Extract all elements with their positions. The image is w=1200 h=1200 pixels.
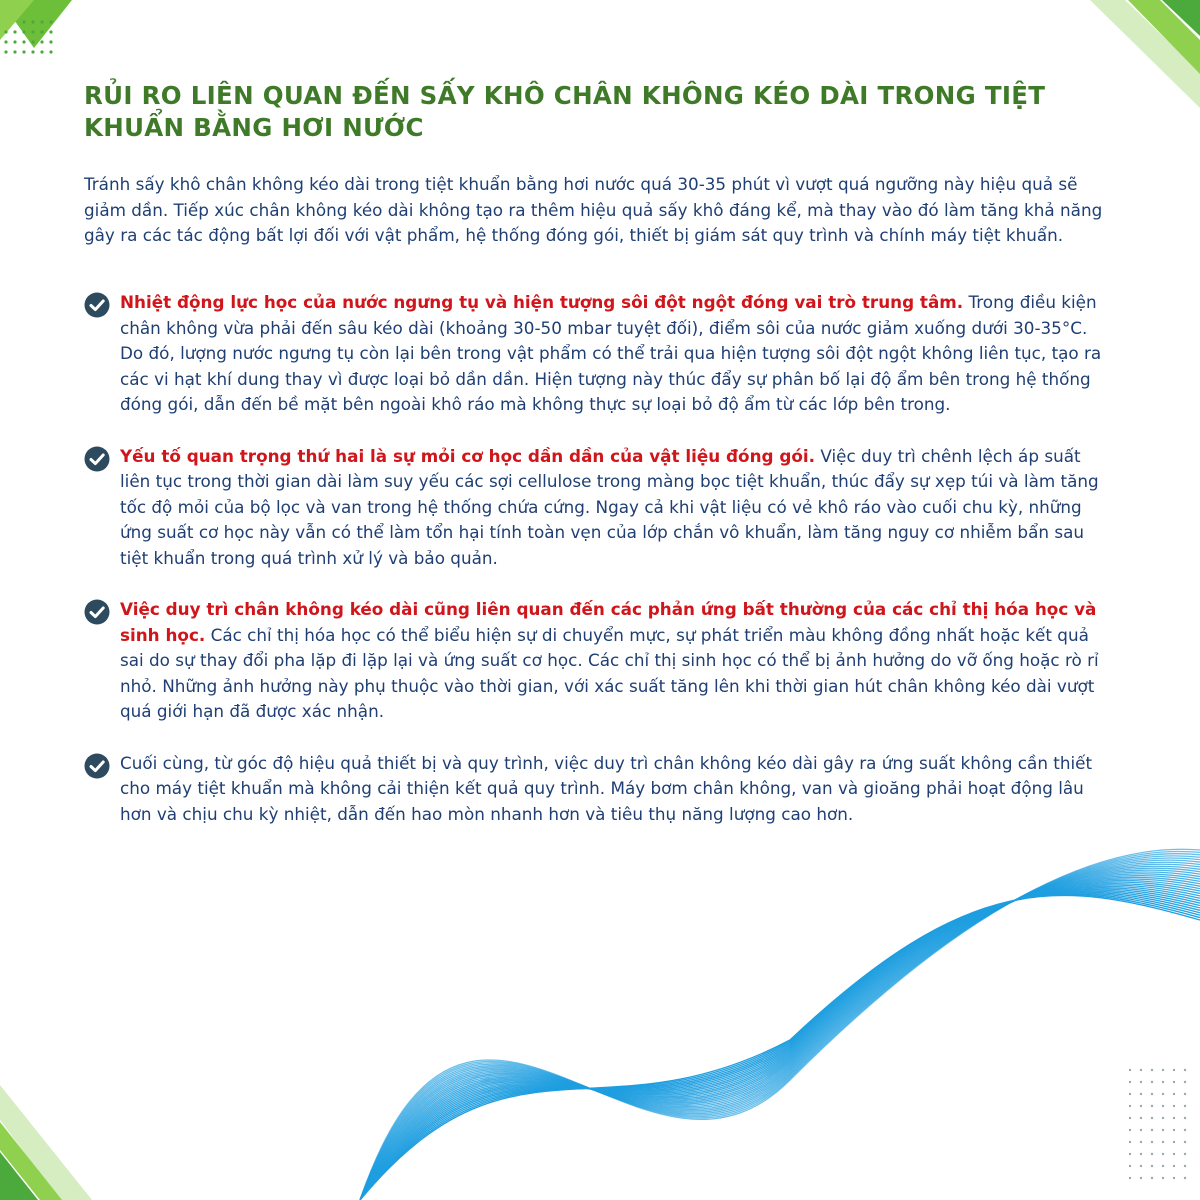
check-circle-icon — [84, 292, 110, 318]
decor-dot — [1140, 1153, 1142, 1155]
decor-dot — [1173, 1105, 1175, 1107]
decor-dot — [4, 30, 7, 33]
decor-dot — [22, 50, 25, 53]
decor-dot — [1140, 1081, 1142, 1083]
decor-dot — [1129, 1081, 1131, 1083]
decor-dot — [1129, 1165, 1131, 1167]
decor-dot — [22, 40, 25, 43]
decor-dot — [1129, 1093, 1131, 1095]
decor-dot — [31, 50, 34, 53]
wave-line — [360, 882, 1200, 1200]
decor-dot — [40, 50, 43, 53]
decor-dot — [1173, 1117, 1175, 1119]
decor-dot — [1162, 1177, 1164, 1179]
risk-item-text — [120, 751, 1110, 828]
decor-dot — [13, 30, 16, 33]
decor-dot — [1162, 1153, 1164, 1155]
risk-item-lead: Việc duy trì chân không kéo dài cũng liên quan đến các phản ứng bất thường của các chỉ thị hóa học và sinh học. — [120, 599, 1097, 645]
risk-item-body: Trong điều kiện chân không vừa phải đến sâu kéo dài (khoảng 30-50 mbar tuyệt đối), điểm sôi của nước giảm xuống dưới 30-35°C. Do đó, lượng nước ngưng tụ còn lại bên trong vật phẩm có thể trải qua hiện tượng sôi đột ngột không liên tục, tạo ra các vi hạt khí dung thay vì được loại bỏ dần dần. Hiện tượng này thúc đẩy sự phân bố lại độ ẩm bên trong hệ thống đóng gói, dẫn đến bề mặt bên ngoài khô ráo mà không thực sự loại bỏ độ ẩm từ các lớp bên trong. — [120, 292, 1102, 414]
decor-dot — [1173, 1153, 1175, 1155]
decor-dot — [1151, 1093, 1153, 1095]
decor-dot — [1184, 1093, 1186, 1095]
decor-dot — [31, 20, 34, 23]
wave-line — [360, 849, 1200, 1200]
decor-dot — [1184, 1081, 1186, 1083]
decor-dot — [1162, 1117, 1164, 1119]
bottom-left-corner-decoration — [0, 1085, 92, 1200]
wave-line — [360, 888, 1200, 1200]
check-circle-icon — [84, 446, 110, 472]
decor-dot — [4, 40, 7, 43]
decor-dot — [1162, 1105, 1164, 1107]
risk-list — [84, 290, 1110, 827]
decor-dot — [1129, 1141, 1131, 1143]
wave-line — [360, 868, 1200, 1200]
decor-dot — [1129, 1069, 1131, 1071]
wave-line — [360, 864, 1200, 1200]
risk-item-body: Các chỉ thị hóa học có thể biểu hiện sự di chuyển mực, sự phát triển màu không đồng nhất hoặc kết quả sai do sự thay đổi pha lặp đi lặp lại và ứng suất cơ học. Các chỉ thị sinh học có thể bị ảnh hưởng do vỡ ống hoặc rò rỉ nhỏ. Những ảnh hưởng này phụ thuộc vào thời gian, với xác suất tăng lên khi thời gian hút chân không kéo dài vượt quá giới hạn đã được xác nhận. — [120, 624, 1099, 721]
decor-dot — [1184, 1141, 1186, 1143]
decor-dot — [1162, 1165, 1164, 1167]
decor-dot — [49, 20, 52, 23]
decor-dot — [1140, 1129, 1142, 1131]
decor-dot — [1129, 1117, 1131, 1119]
decor-dot — [1162, 1093, 1164, 1095]
decor-dot — [1151, 1081, 1153, 1083]
risk-item-condensate-boiling — [84, 290, 1110, 418]
wave-line — [360, 885, 1200, 1200]
decor-dot — [1173, 1093, 1175, 1095]
risk-item-equipment-stress — [84, 751, 1110, 828]
wave-line — [360, 889, 1200, 1200]
decor-dot — [1129, 1129, 1131, 1131]
decor-dot — [1151, 1153, 1153, 1155]
wave-line — [360, 895, 1200, 1200]
wave-line — [360, 884, 1200, 1200]
decor-dot — [1140, 1177, 1142, 1179]
decor-dot — [1173, 1177, 1175, 1179]
wave-line — [360, 858, 1200, 1200]
blue-wave-decoration — [360, 849, 1200, 1200]
wave-line — [360, 870, 1200, 1200]
wave-line — [360, 856, 1200, 1200]
decor-dot — [40, 40, 43, 43]
decor-dot — [49, 30, 52, 33]
wave-line — [360, 862, 1200, 1200]
decor-dot — [1140, 1069, 1142, 1071]
top-left-corner-decoration — [0, 0, 72, 54]
wave-line — [360, 893, 1200, 1200]
decor-dot — [1162, 1069, 1164, 1071]
decor-dot — [1173, 1129, 1175, 1131]
decor-dot — [1140, 1141, 1142, 1143]
wave-line — [360, 872, 1200, 1200]
decor-dot — [1151, 1105, 1153, 1107]
wave-line — [360, 895, 1200, 1200]
wave-line — [360, 877, 1200, 1200]
decor-dot — [1184, 1069, 1186, 1071]
risk-item-body: Việc duy trì chênh lệch áp suất liên tục trong thời gian dài làm suy yếu các sợi cellulose trong màng bọc tiệt khuẩn, thúc đẩy sự xẹp túi và làm tăng tốc độ mỏi của bộ lọc và van trong hệ thống chứa cứng. Ngay cả khi vật liệu có vẻ khô ráo vào cuối chu kỳ, những ứng suất cơ học này vẫn có thể làm tổn hại tính toàn vẹn của lớp chắn vô khuẩn, làm tăng nguy cơ nhiễm bẩn sau tiệt khuẩn trong quá trình xử lý và bảo quản. — [120, 445, 1099, 568]
wave-line — [360, 860, 1200, 1200]
wave-line — [360, 866, 1200, 1200]
wave-line — [360, 890, 1200, 1200]
wave-line — [360, 879, 1200, 1200]
check-circle-icon — [84, 599, 110, 625]
decor-dot — [1173, 1069, 1175, 1071]
risk-item-lead: Nhiệt động lực học của nước ngưng tụ và hiện tượng sôi đột ngột đóng vai trò trung tâm. — [120, 292, 964, 312]
wave-line — [360, 892, 1200, 1200]
decor-dot — [31, 30, 34, 33]
decor-dot — [4, 50, 7, 53]
wave-line — [360, 874, 1200, 1200]
decor-dot — [1184, 1129, 1186, 1131]
check-circle-icon — [84, 753, 110, 779]
decor-dot — [1173, 1081, 1175, 1083]
page-title: RỦI RO LIÊN QUAN ĐẾN SẤY KHÔ CHÂN KHÔNG KÉO DÀI TRONG TIỆT KHUẨN BẰNG HƠI NƯỚC — [84, 81, 1046, 142]
decor-dot — [22, 30, 25, 33]
wave-line — [360, 851, 1200, 1200]
wave-line — [360, 891, 1200, 1200]
decor-dot — [1173, 1141, 1175, 1143]
decor-dot — [1129, 1105, 1131, 1107]
decor-dot — [1151, 1165, 1153, 1167]
decor-dot — [1129, 1177, 1131, 1179]
decor-dot — [1184, 1165, 1186, 1167]
decor-dot — [1151, 1069, 1153, 1071]
decor-dot — [1184, 1153, 1186, 1155]
decor-dot — [1162, 1129, 1164, 1131]
decor-dot — [1184, 1177, 1186, 1179]
decor-dot — [40, 20, 43, 23]
wave-line — [360, 876, 1200, 1200]
decor-dot — [1140, 1105, 1142, 1107]
decor-dot — [1184, 1105, 1186, 1107]
decor-dot — [1129, 1153, 1131, 1155]
decor-dot — [1140, 1165, 1142, 1167]
decor-dot — [1162, 1141, 1164, 1143]
decor-dot — [1151, 1117, 1153, 1119]
wave-line — [360, 894, 1200, 1200]
decor-dot — [40, 30, 43, 33]
wave-line — [360, 886, 1200, 1200]
decor-dot — [1173, 1165, 1175, 1167]
decor-dot — [1140, 1093, 1142, 1095]
risk-item-indicator-anomalies — [84, 597, 1110, 725]
decor-dot — [1151, 1177, 1153, 1179]
intro-paragraph: Tránh sấy khô chân không kéo dài trong tiệt khuẩn bằng hơi nước quá 30-35 phút vì vượt quá ngưỡng này hiệu quả sẽ giảm dần. Tiếp xúc chân không kéo dài không tạo ra thêm hiệu quả sấy khô đáng kể, mà thay vào đó làm tăng khả năng gây ra các tác động bất lợi đối với vật phẩm, hệ thống đóng gói, thiết bị giám sát quy trình và chính máy tiệt khuẩn. — [84, 174, 1103, 245]
risk-item-packaging-fatigue — [84, 444, 1110, 572]
decor-dot — [13, 50, 16, 53]
wave-line — [360, 854, 1200, 1200]
decor-dot — [49, 50, 52, 53]
decor-dot — [13, 40, 16, 43]
decor-dot — [1151, 1141, 1153, 1143]
bottom-right-dot-grid — [1129, 1069, 1186, 1179]
decor-dot — [49, 40, 52, 43]
risk-item-text — [120, 597, 1110, 725]
risk-item-text — [120, 444, 1110, 572]
decor-dot — [1162, 1081, 1164, 1083]
risk-item-lead: Yếu tố quan trọng thứ hai là sự mỏi cơ học dần dần của vật liệu đóng gói. — [120, 445, 816, 466]
risk-item-text — [120, 290, 1110, 418]
decor-dot — [1140, 1117, 1142, 1119]
risk-item-body: Cuối cùng, từ góc độ hiệu quả thiết bị và quy trình, việc duy trì chân không kéo dài gây ra ứng suất không cần thiết cho máy tiệt khuẩn mà không cải thiện kết quả quy trình. Máy bơm chân không, van và gioăng phải hoạt động lâu hơn và chịu chu kỳ nhiệt, dẫn đến hao mòn nhanh hơn và tiêu thụ năng lượng cao hơn. — [120, 752, 1093, 824]
decor-dot — [1151, 1129, 1153, 1131]
wave-line — [360, 881, 1200, 1200]
decor-dot — [22, 20, 25, 23]
decor-dot — [31, 40, 34, 43]
decor-dot — [1184, 1117, 1186, 1119]
